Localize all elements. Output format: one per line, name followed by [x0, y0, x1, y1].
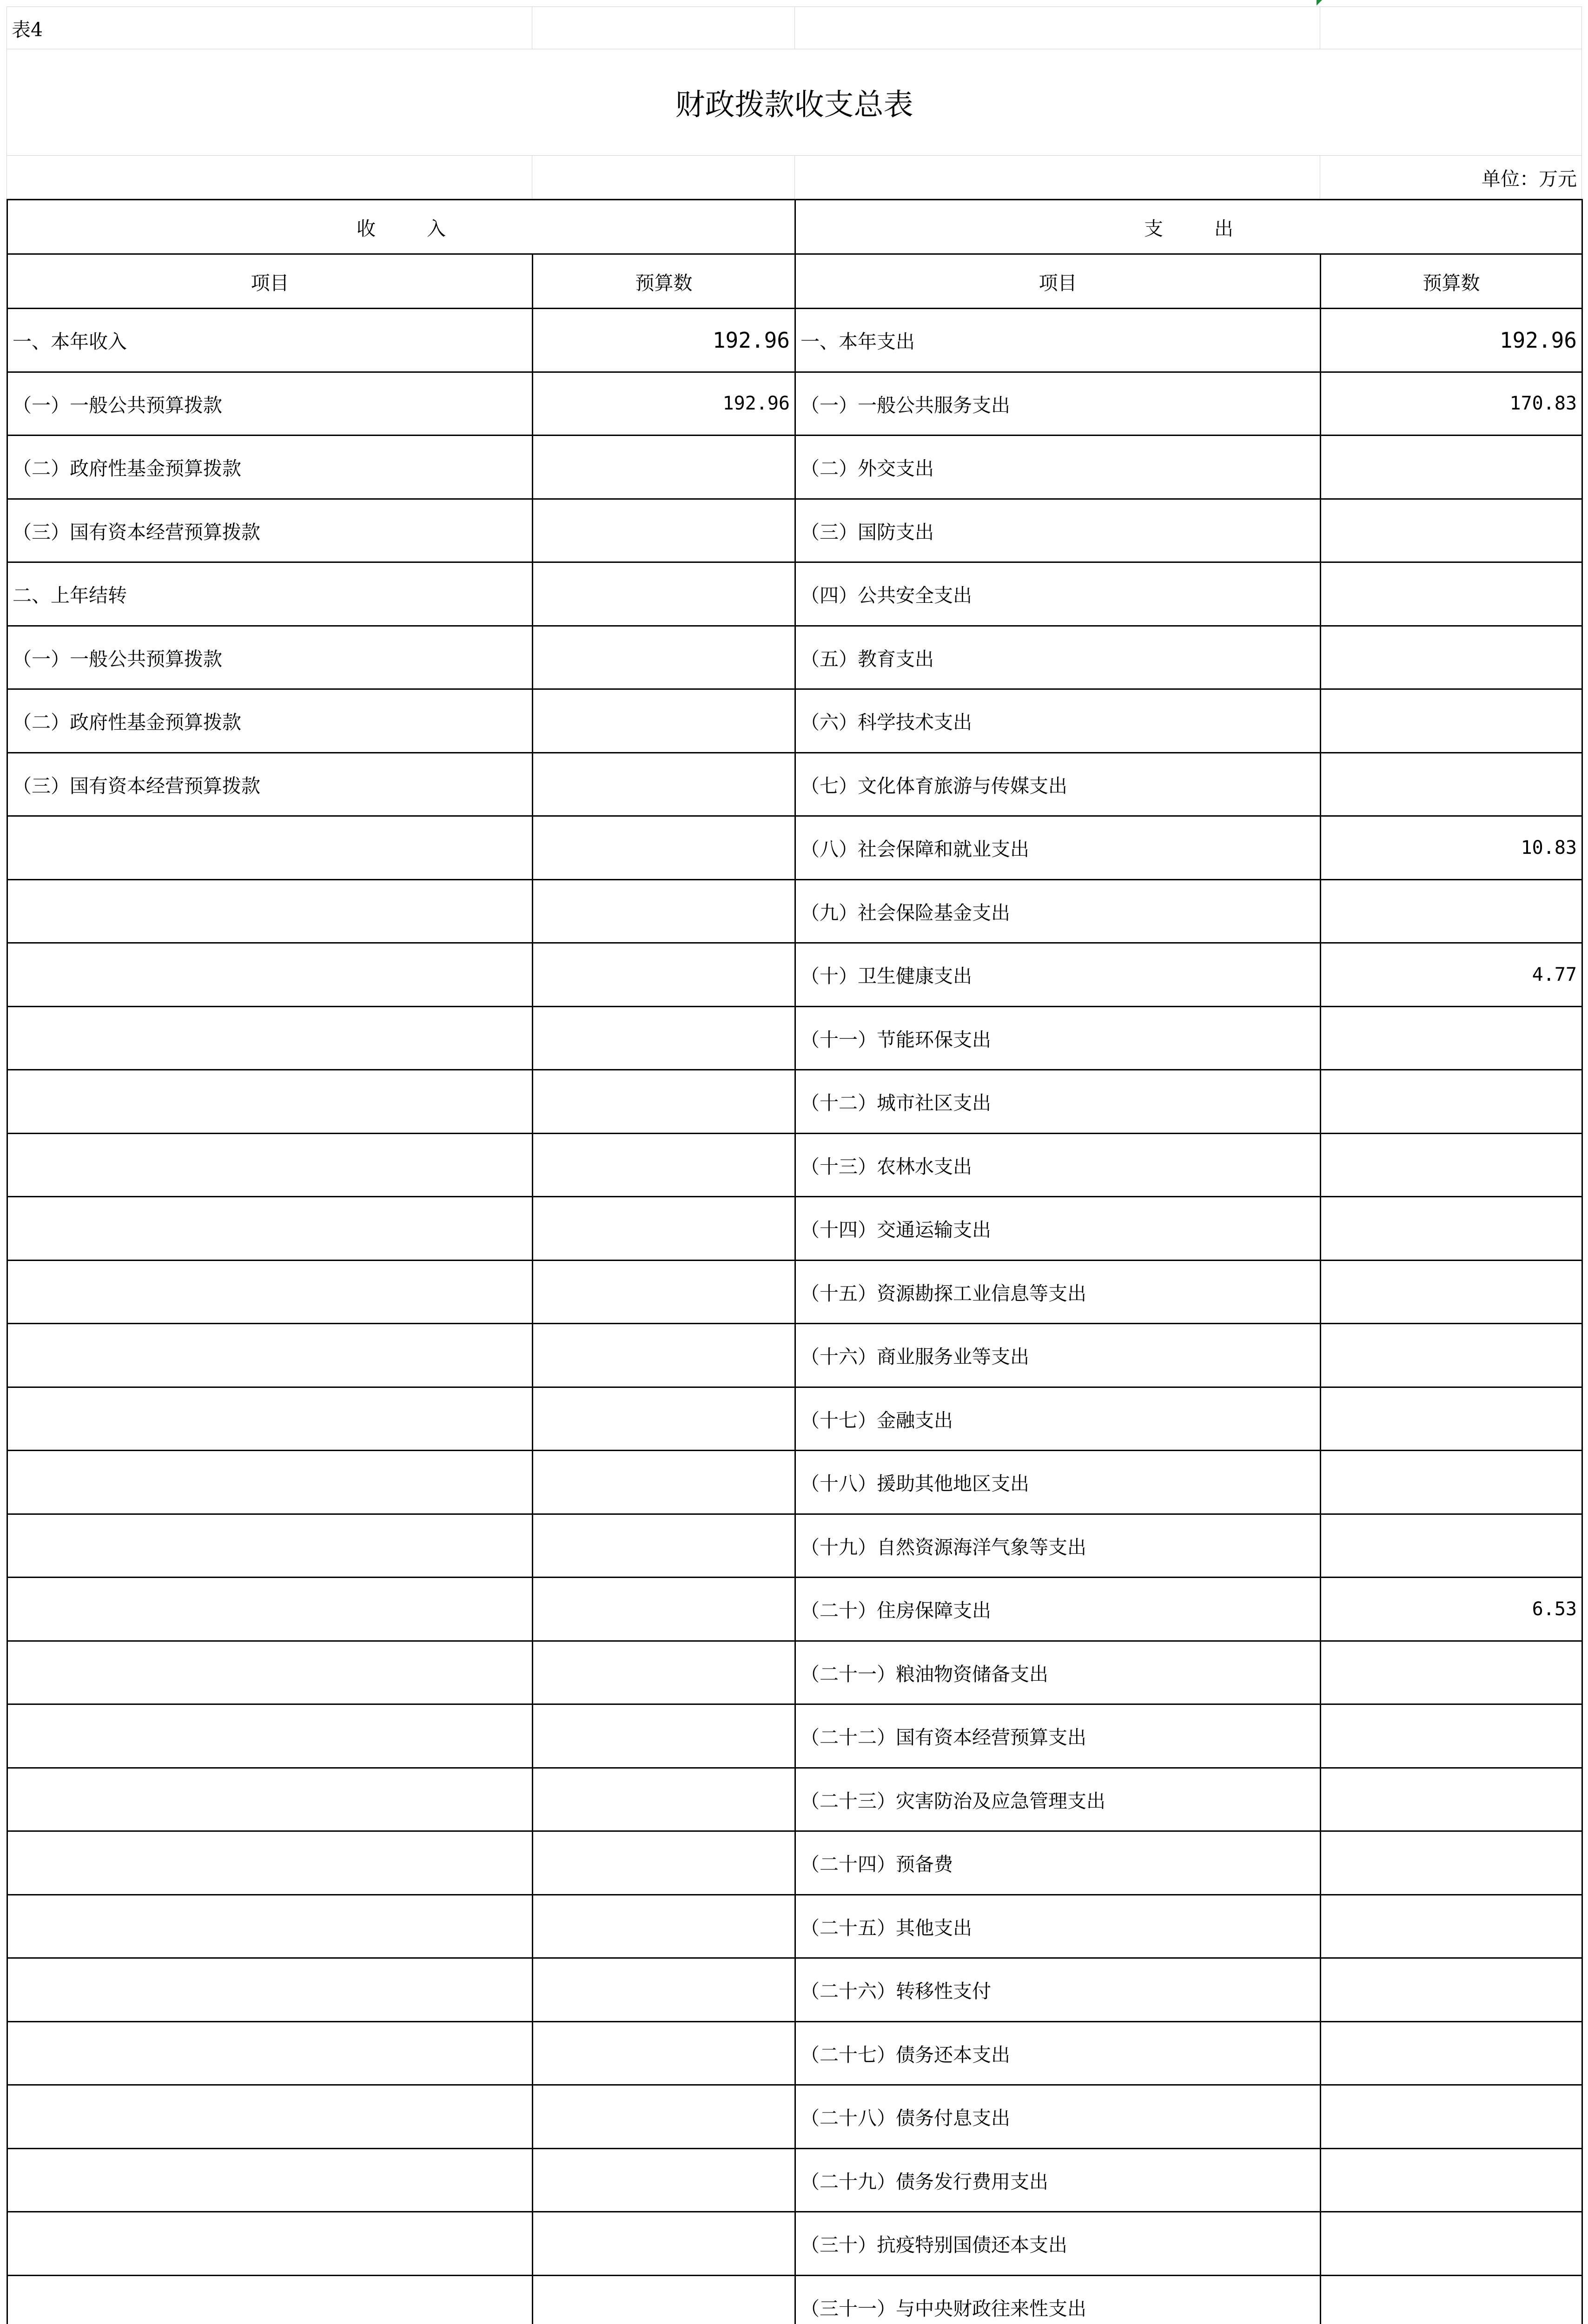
expense-item-cell: （四）公共安全支出: [795, 562, 1321, 626]
income-budget-cell: [533, 1578, 795, 1641]
expense-budget-cell: [1321, 1387, 1582, 1451]
income-budget-cell: [533, 626, 795, 689]
income-item-cell: 一、本年收入: [7, 309, 533, 372]
income-budget-cell: [533, 1958, 795, 2022]
income-budget-cell: [533, 2148, 795, 2212]
expense-item-cell: （三十一）与中央财政往来性支出: [795, 2275, 1321, 2324]
table-row: [7, 1387, 1582, 1451]
expense-item-cell: （二十七）债务还本支出: [795, 2021, 1321, 2085]
expense-item-cell: （十五）资源勘探工业信息等支出: [795, 1260, 1321, 1324]
income-budget-cell: [533, 943, 795, 1007]
income-budget-cell: [533, 1387, 795, 1451]
income-budget-cell: [533, 2021, 795, 2085]
expense-item-cell: （五）教育支出: [795, 626, 1321, 689]
expense-budget-cell: 10.83: [1321, 816, 1582, 880]
table-row: [7, 562, 1582, 626]
table-row: [7, 1958, 1582, 2022]
column-header-income-budget: 预算数: [533, 254, 795, 309]
table-row: [7, 1070, 1582, 1134]
table-row: [7, 1451, 1582, 1514]
cell-comment-marker: [1317, 0, 1322, 6]
table-row: [7, 1514, 1582, 1578]
expense-item-cell: （七）文化体育旅游与传媒支出: [795, 753, 1321, 816]
expense-item-cell: （二十八）债务付息支出: [795, 2085, 1321, 2149]
income-budget-cell: 192.96: [533, 309, 795, 372]
expense-budget-cell: 170.83: [1321, 372, 1582, 436]
table-row: [7, 1641, 1582, 1704]
income-item-cell: [7, 1451, 533, 1514]
table-row: [7, 626, 1582, 689]
income-item-cell: [7, 1704, 533, 1768]
table-row: [7, 1831, 1582, 1895]
expense-item-cell: （六）科学技术支出: [795, 689, 1321, 753]
table-row: [7, 436, 1582, 499]
expense-budget-cell: [1321, 436, 1582, 499]
expense-item-cell: （十二）城市社区支出: [795, 1070, 1321, 1134]
column-header-expense-item: 项目: [795, 254, 1321, 309]
income-item-cell: [7, 1387, 533, 1451]
income-item-cell: [7, 1197, 533, 1261]
table-row: [7, 1197, 1582, 1261]
table-row: [7, 753, 1582, 816]
expense-budget-cell: [1321, 1197, 1582, 1261]
income-item-cell: [7, 1895, 533, 1958]
income-item-cell: [7, 2148, 533, 2212]
table-row: [7, 943, 1582, 1007]
expense-budget-cell: [1321, 689, 1582, 753]
income-budget-cell: [533, 689, 795, 753]
income-budget-cell: [533, 1831, 795, 1895]
income-budget-cell: [533, 2212, 795, 2276]
table-row: [7, 2275, 1582, 2324]
income-budget-cell: [533, 2085, 795, 2149]
table-row: [7, 879, 1582, 943]
table-row: [7, 1133, 1582, 1197]
expense-item-cell: （十）卫生健康支出: [795, 943, 1321, 1007]
income-budget-cell: 192.96: [533, 372, 795, 436]
expense-item-cell: （二十四）预备费: [795, 1831, 1321, 1895]
expense-budget-cell: [1321, 1133, 1582, 1197]
expense-budget-cell: [1321, 2275, 1582, 2324]
table-body: [7, 309, 1582, 2324]
income-budget-cell: [533, 1260, 795, 1324]
expense-item-cell: （二十二）国有资本经营预算支出: [795, 1704, 1321, 1768]
income-item-cell: [7, 1006, 533, 1070]
table-row: [7, 1006, 1582, 1070]
income-budget-cell: [533, 1641, 795, 1704]
income-item-cell: [7, 943, 533, 1007]
expense-item-cell: （二十六）转移性支付: [795, 1958, 1321, 2022]
income-budget-cell: [533, 753, 795, 816]
income-item-cell: [7, 1641, 533, 1704]
table-row: [7, 1768, 1582, 1831]
income-item-cell: [7, 1958, 533, 2022]
table-row: [7, 1324, 1582, 1387]
expense-item-cell: （一）一般公共服务支出: [795, 372, 1321, 436]
income-item-cell: （二）政府性基金预算拨款: [7, 689, 533, 753]
income-item-cell: [7, 1324, 533, 1387]
income-budget-cell: [533, 816, 795, 880]
expense-item-cell: （十八）援助其他地区支出: [795, 1451, 1321, 1514]
income-item-cell: 二、上年结转: [7, 562, 533, 626]
expense-budget-cell: [1321, 879, 1582, 943]
income-budget-cell: [533, 1133, 795, 1197]
income-item-cell: （二）政府性基金预算拨款: [7, 436, 533, 499]
expense-budget-cell: [1321, 1768, 1582, 1831]
expense-item-cell: （二十一）粮油物资储备支出: [795, 1641, 1321, 1704]
table-row: [7, 816, 1582, 880]
table-row: [7, 2212, 1582, 2276]
expense-item-cell: （二十）住房保障支出: [795, 1578, 1321, 1641]
income-item-cell: [7, 1768, 533, 1831]
expense-budget-cell: [1321, 2085, 1582, 2149]
expense-budget-cell: [1321, 626, 1582, 689]
expense-item-cell: （十一）节能环保支出: [795, 1006, 1321, 1070]
expense-budget-cell: [1321, 2148, 1582, 2212]
table-row: [7, 2085, 1582, 2149]
income-budget-cell: [533, 436, 795, 499]
expense-budget-cell: [1321, 499, 1582, 562]
expense-budget-cell: [1321, 1895, 1582, 1958]
income-item-cell: [7, 816, 533, 880]
sheet-tag: 表4: [7, 7, 532, 49]
expense-budget-cell: 192.96: [1321, 309, 1582, 372]
table-row: [7, 372, 1582, 436]
expense-item-cell: （十九）自然资源海洋气象等支出: [795, 1514, 1321, 1578]
table-row: [7, 1578, 1582, 1641]
income-item-cell: （三）国有资本经营预算拨款: [7, 753, 533, 816]
table-row: [7, 2148, 1582, 2212]
income-item-cell: [7, 879, 533, 943]
column-header-income-item: 项目: [7, 254, 533, 309]
expense-item-cell: （十三）农林水支出: [795, 1133, 1321, 1197]
income-budget-cell: [533, 2275, 795, 2324]
income-item-cell: （三）国有资本经营预算拨款: [7, 499, 533, 562]
expense-item-cell: （三）国防支出: [795, 499, 1321, 562]
expense-budget-cell: [1321, 1260, 1582, 1324]
expense-budget-cell: [1321, 753, 1582, 816]
income-item-cell: [7, 1831, 533, 1895]
expense-budget-cell: [1321, 1641, 1582, 1704]
income-item-cell: [7, 1070, 533, 1134]
income-budget-cell: [533, 1197, 795, 1261]
income-budget-cell: [533, 1070, 795, 1134]
expense-budget-cell: [1321, 2021, 1582, 2085]
table-row: [7, 1260, 1582, 1324]
table-row: [7, 1895, 1582, 1958]
expense-budget-cell: 6.53: [1321, 1578, 1582, 1641]
expense-item-cell: （八）社会保障和就业支出: [795, 816, 1321, 880]
income-budget-cell: [533, 562, 795, 626]
expense-budget-cell: [1321, 2212, 1582, 2276]
income-budget-cell: [533, 1704, 795, 1768]
income-item-cell: （一）一般公共预算拨款: [7, 372, 533, 436]
expense-item-cell: （二十三）灾害防治及应急管理支出: [795, 1768, 1321, 1831]
expense-budget-cell: [1321, 1704, 1582, 1768]
expense-item-cell: （十四）交通运输支出: [795, 1197, 1321, 1261]
expense-budget-cell: [1321, 1514, 1582, 1578]
income-budget-cell: [533, 879, 795, 943]
unit-label: 单位：万元: [1320, 156, 1582, 199]
expense-budget-cell: [1321, 1324, 1582, 1387]
expense-item-cell: 一、本年支出: [795, 309, 1321, 372]
income-budget-cell: [533, 1006, 795, 1070]
expense-item-cell: （二十九）债务发行费用支出: [795, 2148, 1321, 2212]
income-item-cell: [7, 1578, 533, 1641]
expense-item-cell: （二）外交支出: [795, 436, 1321, 499]
expense-budget-cell: 4.77: [1321, 943, 1582, 1007]
income-item-cell: [7, 2021, 533, 2085]
expense-budget-cell: [1321, 562, 1582, 626]
expense-item-cell: （三十）抗疫特别国债还本支出: [795, 2212, 1321, 2276]
income-item-cell: [7, 2212, 533, 2276]
income-item-cell: [7, 2275, 533, 2324]
column-header-expense-budget: 预算数: [1321, 254, 1582, 309]
expense-section-header: 支出: [795, 200, 1582, 254]
income-item-cell: [7, 1260, 533, 1324]
income-budget-cell: [533, 1514, 795, 1578]
income-budget-cell: [533, 499, 795, 562]
expense-item-cell: （九）社会保险基金支出: [795, 879, 1321, 943]
expense-budget-cell: [1321, 1958, 1582, 2022]
income-budget-cell: [533, 1768, 795, 1831]
income-item-cell: [7, 1514, 533, 1578]
income-budget-cell: [533, 1895, 795, 1958]
expense-budget-cell: [1321, 1451, 1582, 1514]
expense-budget-cell: [1321, 1831, 1582, 1895]
spreadsheet: [7, 7, 1581, 2324]
income-budget-cell: [533, 1451, 795, 1514]
expense-item-cell: （十六）商业服务业等支出: [795, 1324, 1321, 1387]
expense-budget-cell: [1321, 1070, 1582, 1134]
budget-table: [7, 199, 1583, 2324]
table-row: [7, 1704, 1582, 1768]
sheet-header-area: [7, 7, 1582, 199]
table-row: [7, 499, 1582, 562]
income-item-cell: [7, 2085, 533, 2149]
income-budget-cell: [533, 1324, 795, 1387]
expense-item-cell: （十七）金融支出: [795, 1387, 1321, 1451]
expense-budget-cell: [1321, 1006, 1582, 1070]
income-item-cell: [7, 1133, 533, 1197]
income-section-header: 收入: [7, 200, 795, 254]
table-row: [7, 689, 1582, 753]
expense-item-cell: （二十五）其他支出: [795, 1895, 1321, 1958]
page-title: 财政拨款收支总表: [7, 49, 1582, 156]
table-row: [7, 2021, 1582, 2085]
income-item-cell: （一）一般公共预算拨款: [7, 626, 533, 689]
table-row: [7, 309, 1582, 372]
